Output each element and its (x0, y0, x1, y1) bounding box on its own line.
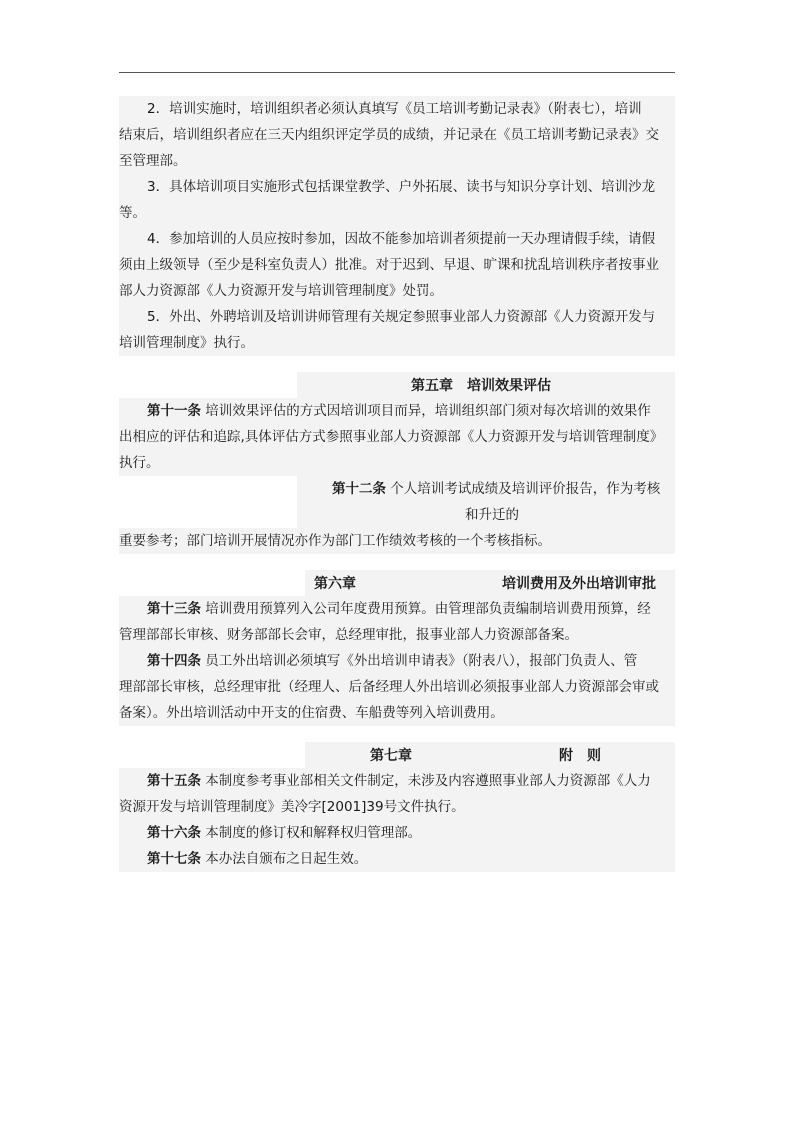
article-12-continuation (119, 528, 675, 554)
paragraph-line: 备案）。外出培训活动中开支的住宿费、车船费等列入培训费用。 (119, 705, 504, 721)
paragraph-line: 培训管理制度》执行。 (119, 335, 254, 351)
paragraph-line: 本制度参考事业部相关文件制定，未涉及内容遵照事业部人力资源部《人力 (205, 773, 651, 789)
paragraph-line: 2．培训实施时，培训组织者必须认真填写《员工培训考勤记录表》（附表七），培训 (147, 101, 642, 117)
paragraph-line: 资源开发与培训管理制度》美冷字[2001]39号文件执行。 (119, 799, 465, 815)
article-label: 第十一条 (147, 403, 201, 419)
chapter-7-heading (305, 742, 675, 770)
paragraph-line: 4．参加培训的人员应按时参加，因故不能参加培训者须提前一天办理请假手续，请假 (147, 231, 656, 247)
article-12-box (297, 476, 675, 528)
chapter-7-number: 第七章 (370, 748, 412, 764)
paragraph-line: 等。 (119, 205, 146, 221)
chapter-5-title: 第五章 培训效果评估 (411, 378, 551, 394)
article-label: 第十七条 (147, 851, 201, 867)
chapter-6-number: 第六章 (314, 576, 356, 592)
article-label: 第十四条 (147, 653, 201, 669)
articles-15-17 (119, 768, 675, 872)
paragraph-line: 培训效果评估的方式因培训项目而异，培训组织部门须对每次培训的效果作 (205, 403, 651, 419)
chapter-6-heading (305, 570, 675, 598)
paragraph-line: 5．外出、外聘培训及培训讲师管理有关规定参照事业部人力资源部《人力资源开发与 (147, 309, 656, 325)
paragraph-line: 和升迁的 (465, 507, 519, 523)
paragraph-line: 管理部部长审核、财务部部长会审，总经理审批，报事业部人力资源部备案。 (119, 627, 578, 643)
paragraph-line: 重要参考；部门培训开展情况亦作为部门工作绩效考核的一个考核指标。 (119, 533, 551, 549)
section-training-implementation (119, 96, 675, 356)
chapter-7-title: 附 则 (559, 748, 601, 764)
article-label: 第十五条 (147, 773, 201, 789)
paragraph-line: 本办法自颁布之日起生效。 (205, 851, 368, 867)
paragraph-line: 部人力资源部《人力资源开发与培训管理制度》处罚。 (119, 283, 443, 299)
paragraph-line: 本制度的修订权和解释权归管理部。 (205, 825, 422, 841)
paragraph-line: 执行。 (119, 455, 160, 471)
paragraph-line: 须由上级领导（至少是科室负责人）批准。对于迟到、早退、旷课和扰乱培训秩序者按事业 (119, 257, 659, 273)
article-label: 第十二条 (332, 481, 386, 497)
header-rule (119, 72, 675, 73)
article-11 (119, 398, 675, 476)
paragraph-line: 结束后，培训组织者应在三天内组织评定学员的成绩，并记录在《员工培训考勤记录表》交 (119, 127, 659, 143)
paragraph-line: 个人培训考试成绩及培训评价报告，作为考核 (390, 481, 661, 497)
paragraph-line: 员工外出培训必须填写《外出培训申请表》（附表八），报部门负责人、管 (205, 653, 638, 669)
paragraph-line: 3．具体培训项目实施形式包括课堂教学、户外拓展、读书与知识分享计划、培训沙龙 (147, 179, 656, 195)
paragraph-line: 培训费用预算列入公司年度费用预算。由管理部负责编制培训费用预算，经 (205, 601, 651, 617)
paragraph-line: 理部部长审核，总经理审批（经理人、后备经理人外出培训必须报事业部人力资源部会审或 (119, 679, 659, 695)
chapter-5-heading (297, 372, 675, 400)
article-label: 第十六条 (147, 825, 201, 841)
article-label: 第十三条 (147, 601, 201, 617)
paragraph-line: 出相应的评估和追踪,具体评估方式参照事业部人力资源部《人力资源开发与培训管理制度》 (119, 429, 664, 445)
chapter-6-title: 培训费用及外出培训审批 (502, 576, 656, 592)
articles-13-14 (119, 596, 675, 726)
paragraph-line: 至管理部。 (119, 153, 187, 169)
